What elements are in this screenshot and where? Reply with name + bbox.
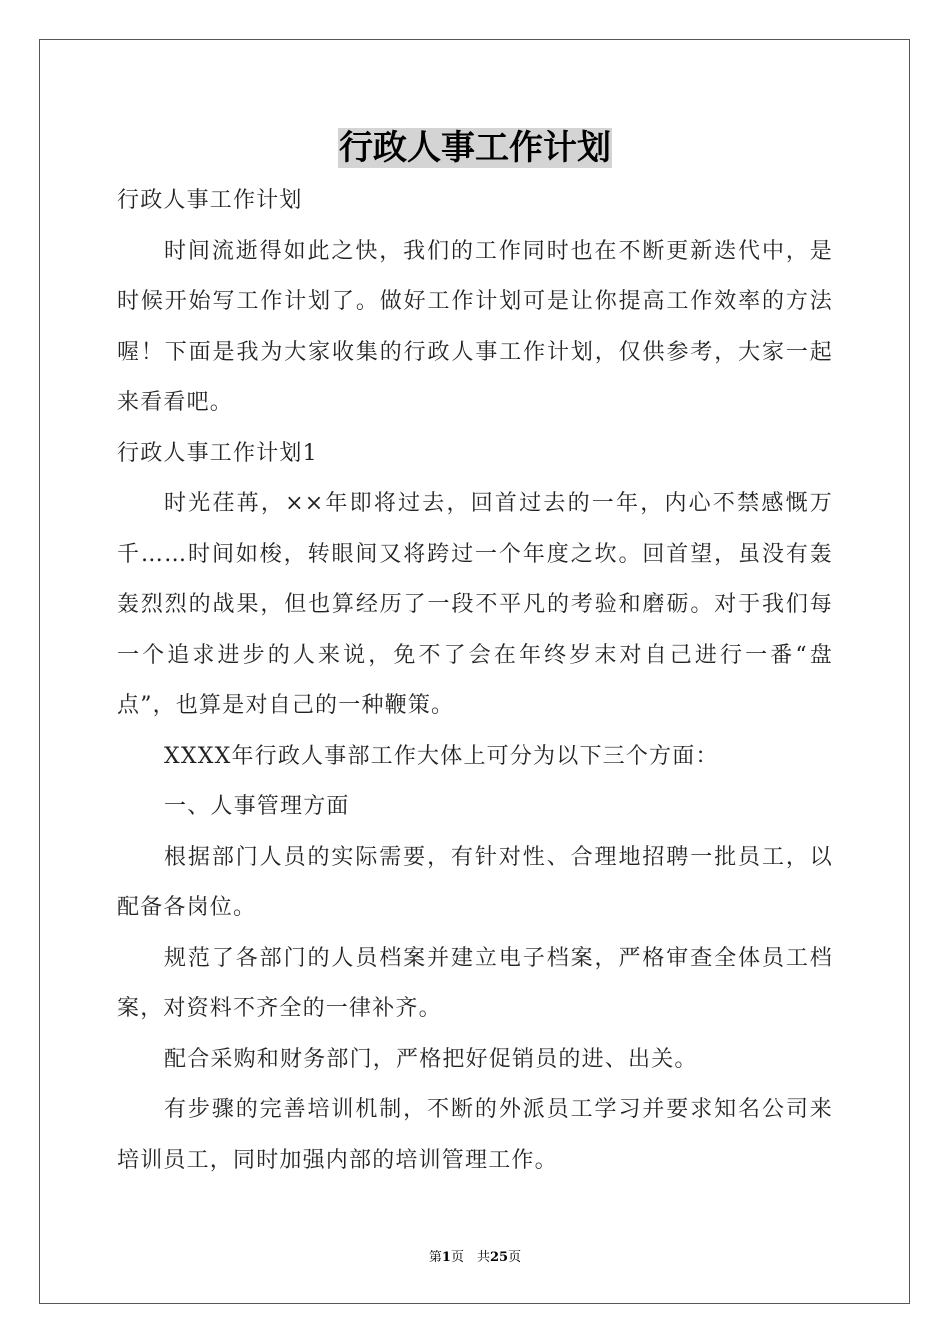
document-title-text: 行政人事工作计划 (339, 128, 611, 168)
document-title (0, 124, 950, 172)
paragraph-reflection: 时光荏苒，××年即将过去，回首过去的一年，内心不禁感慨万千……时间如梭，转眼间又将跨过一个年度之坎。回首望，虽没有轰轰烈烈的战果，但也算经历了一段不平凡的考验和磨砺。对于我们每一个追求进步的人来说，免不了会在年终岁末对自己进行一番“盘点”，也算是对自己的一种鞭策。 (117, 491, 833, 718)
paragraph-procurement: 配合采购和财务部门，严格把好促销员的进、出关。 (164, 1046, 698, 1072)
page-footer (0, 1246, 950, 1265)
document-body (117, 176, 833, 1186)
page-prefix: 第 (428, 1250, 442, 1265)
page-total: 25 (489, 1250, 509, 1265)
page-current: 1 (441, 1250, 451, 1265)
page-mid: 页 共 (450, 1250, 490, 1265)
paragraph-subtitle: 行政人事工作计划 (117, 188, 303, 213)
paragraph-training: 有步骤的完善培训机制，不断的外派员工学习并要求知名公司来培训员工，同时加强内部的培训管理工作。 (117, 1097, 833, 1173)
paragraph-heading-hr: 一、人事管理方面 (164, 794, 350, 819)
paragraph-archives: 规范了各部门的人员档案并建立电子档案，严格审查全体员工档案，对资料不齐全的一律补齐。 (117, 945, 833, 1021)
paragraph-recruitment: 根据部门人员的实际需要，有针对性、合理地招聘一批员工，以配备各岗位。 (117, 844, 833, 920)
page-suffix: 页 (508, 1250, 522, 1265)
paragraph-overview: XXXX年行政人事部工作大体上可分为以下三个方面： (164, 743, 719, 769)
paragraph-intro: 时间流逝得如此之快，我们的工作同时也在不断更新迭代中，是时候开始写工作计划了。做好工作计划可是让你提高工作效率的方法喔！下面是我为大家收集的行政人事工作计划，仅供参考，大家一起来看看吧。 (117, 238, 833, 415)
paragraph-section-heading: 行政人事工作计划1 (117, 440, 318, 466)
